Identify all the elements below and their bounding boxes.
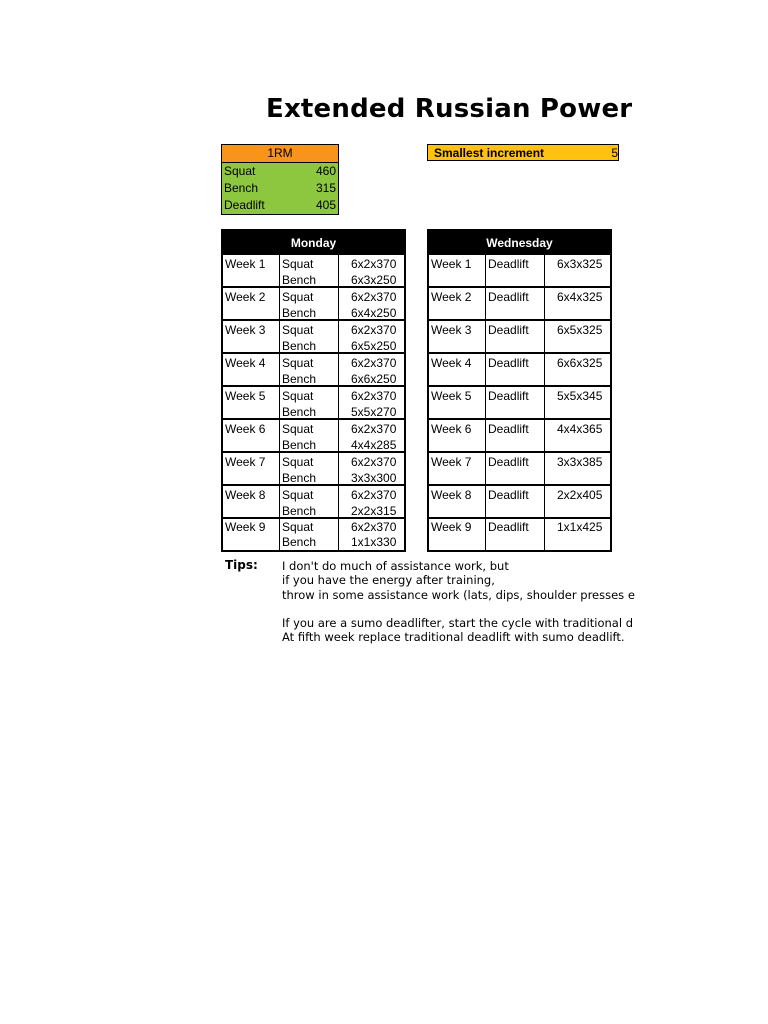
week-label: Week 5 <box>431 389 472 403</box>
exercise-cell: Deadlift <box>488 356 529 370</box>
sets-cell: 4x4x365 <box>557 422 603 436</box>
exercise-cell: Squat <box>282 520 314 534</box>
sets-cell: 6x2x370 <box>351 323 397 337</box>
sets-cell: 4x4x285 <box>351 438 397 452</box>
lift-value[interactable]: 315 <box>315 181 336 195</box>
lift-name: Bench <box>224 181 259 195</box>
table-row <box>429 288 610 321</box>
wednesday-header: Wednesday <box>429 231 610 255</box>
sets-cell: 2x2x315 <box>351 504 397 518</box>
smallest-increment-value[interactable]: 5 <box>611 146 618 160</box>
sets-cell: 3x3x300 <box>351 471 397 485</box>
exercise-cell: Bench <box>282 306 317 320</box>
week-label: Week 7 <box>431 455 472 469</box>
exercise-cell: Squat <box>282 257 314 271</box>
sets-cell: 6x2x370 <box>351 488 397 502</box>
exercise-cell: Bench <box>282 504 317 518</box>
sets-cell: 6x6x250 <box>351 372 397 386</box>
sets-cell: 6x5x250 <box>351 339 397 353</box>
lift-name: Deadlift <box>224 198 265 212</box>
exercise-cell: Bench <box>282 405 317 419</box>
exercise-cell: Bench <box>282 438 317 452</box>
exercise-cell: Squat <box>282 323 314 337</box>
table-row <box>429 453 610 486</box>
sets-cell: 6x2x370 <box>351 422 397 436</box>
exercise-cell: Bench <box>282 273 317 287</box>
exercise-cell: Bench <box>282 535 317 549</box>
exercise-cell: Deadlift <box>488 290 529 304</box>
week-label: Week 1 <box>225 257 266 271</box>
tips-label: Tips: <box>225 558 258 572</box>
exercise-cell: Squat <box>282 455 314 469</box>
exercise-cell: Bench <box>282 339 317 353</box>
exercise-cell: Squat <box>282 356 314 370</box>
table-row <box>429 354 610 387</box>
sets-cell: 6x3x250 <box>351 273 397 287</box>
exercise-cell: Squat <box>282 290 314 304</box>
one-rep-max-table <box>221 144 339 215</box>
week-label: Week 9 <box>225 520 266 534</box>
week-label: Week 2 <box>225 290 266 304</box>
sets-cell: 1x1x425 <box>557 520 603 534</box>
one-rep-max-row-squat <box>222 163 338 180</box>
week-label: Week 1 <box>431 257 472 271</box>
tips-text <box>282 559 635 645</box>
table-row <box>429 387 610 420</box>
exercise-cell: Squat <box>282 422 314 436</box>
sets-cell: 6x2x370 <box>351 455 397 469</box>
table-row <box>223 354 404 387</box>
exercise-cell: Bench <box>282 471 317 485</box>
exercise-cell: Squat <box>282 488 314 502</box>
week-label: Week 6 <box>225 422 266 436</box>
table-row <box>429 420 610 453</box>
table-row <box>223 519 404 550</box>
exercise-cell: Deadlift <box>488 323 529 337</box>
table-row <box>429 255 610 288</box>
exercise-cell: Deadlift <box>488 488 529 502</box>
sets-cell: 6x4x250 <box>351 306 397 320</box>
week-label: Week 2 <box>431 290 472 304</box>
tip-spacer <box>282 602 635 616</box>
wednesday-table <box>427 229 612 552</box>
sets-cell: 6x4x325 <box>557 290 603 304</box>
tip-line: I don't do much of assistance work, but <box>282 559 509 573</box>
table-row <box>223 453 404 486</box>
exercise-cell: Deadlift <box>488 520 529 534</box>
smallest-increment-label: Smallest increment <box>434 146 545 160</box>
sets-cell: 6x3x325 <box>557 257 603 271</box>
lift-value[interactable]: 405 <box>315 198 336 212</box>
sets-cell: 6x2x370 <box>351 389 397 403</box>
one-rep-max-header: 1RM <box>222 145 338 163</box>
table-row <box>223 288 404 321</box>
tip-line: if you have the energy after training, <box>282 573 495 588</box>
week-label: Week 8 <box>225 488 266 502</box>
exercise-cell: Deadlift <box>488 257 529 271</box>
sets-cell: 6x6x325 <box>557 356 603 370</box>
sets-cell: 2x2x405 <box>557 488 603 502</box>
tip-line: throw in some assistance work (lats, dips, shoulder presses e <box>282 587 635 602</box>
table-row <box>223 255 404 288</box>
exercise-cell: Deadlift <box>488 389 529 403</box>
week-label: Week 8 <box>431 488 472 502</box>
lift-value[interactable]: 460 <box>315 164 336 178</box>
one-rep-max-row-deadlift <box>222 197 338 214</box>
table-row <box>429 519 610 550</box>
exercise-cell: Bench <box>282 372 317 386</box>
week-label: Week 6 <box>431 422 472 436</box>
week-label: Week 7 <box>225 455 266 469</box>
table-row <box>429 486 610 519</box>
monday-table <box>221 229 406 552</box>
exercise-cell: Squat <box>282 389 314 403</box>
exercise-cell: Deadlift <box>488 422 529 436</box>
smallest-increment-cell <box>427 144 619 161</box>
sets-cell: 6x2x370 <box>351 520 397 534</box>
week-label: Week 3 <box>225 323 266 337</box>
table-row <box>223 486 404 519</box>
table-row <box>223 321 404 354</box>
week-label: Week 9 <box>431 520 472 534</box>
sets-cell: 5x5x345 <box>557 389 603 403</box>
exercise-cell: Deadlift <box>488 455 529 469</box>
sets-cell: 6x2x370 <box>351 290 397 304</box>
week-label: Week 3 <box>431 323 472 337</box>
page-title: Extended Russian Power <box>266 94 633 124</box>
week-label: Week 5 <box>225 389 266 403</box>
week-label: Week 4 <box>225 356 266 370</box>
lift-name: Squat <box>224 164 256 178</box>
table-row <box>223 420 404 453</box>
monday-header: Monday <box>223 231 404 255</box>
sets-cell: 1x1x330 <box>351 535 397 549</box>
week-label: Week 4 <box>431 356 472 370</box>
one-rep-max-row-bench <box>222 180 338 197</box>
tip-line: At fifth week replace traditional deadlift with sumo deadlift. <box>282 630 625 645</box>
sets-cell: 6x2x370 <box>351 356 397 370</box>
table-row <box>429 321 610 354</box>
sets-cell: 3x3x385 <box>557 455 603 469</box>
sets-cell: 5x5x270 <box>351 405 397 419</box>
tip-line: If you are a sumo deadlifter, start the cycle with traditional d <box>282 616 633 631</box>
sets-cell: 6x2x370 <box>351 257 397 271</box>
sets-cell: 6x5x325 <box>557 323 603 337</box>
table-row <box>223 387 404 420</box>
